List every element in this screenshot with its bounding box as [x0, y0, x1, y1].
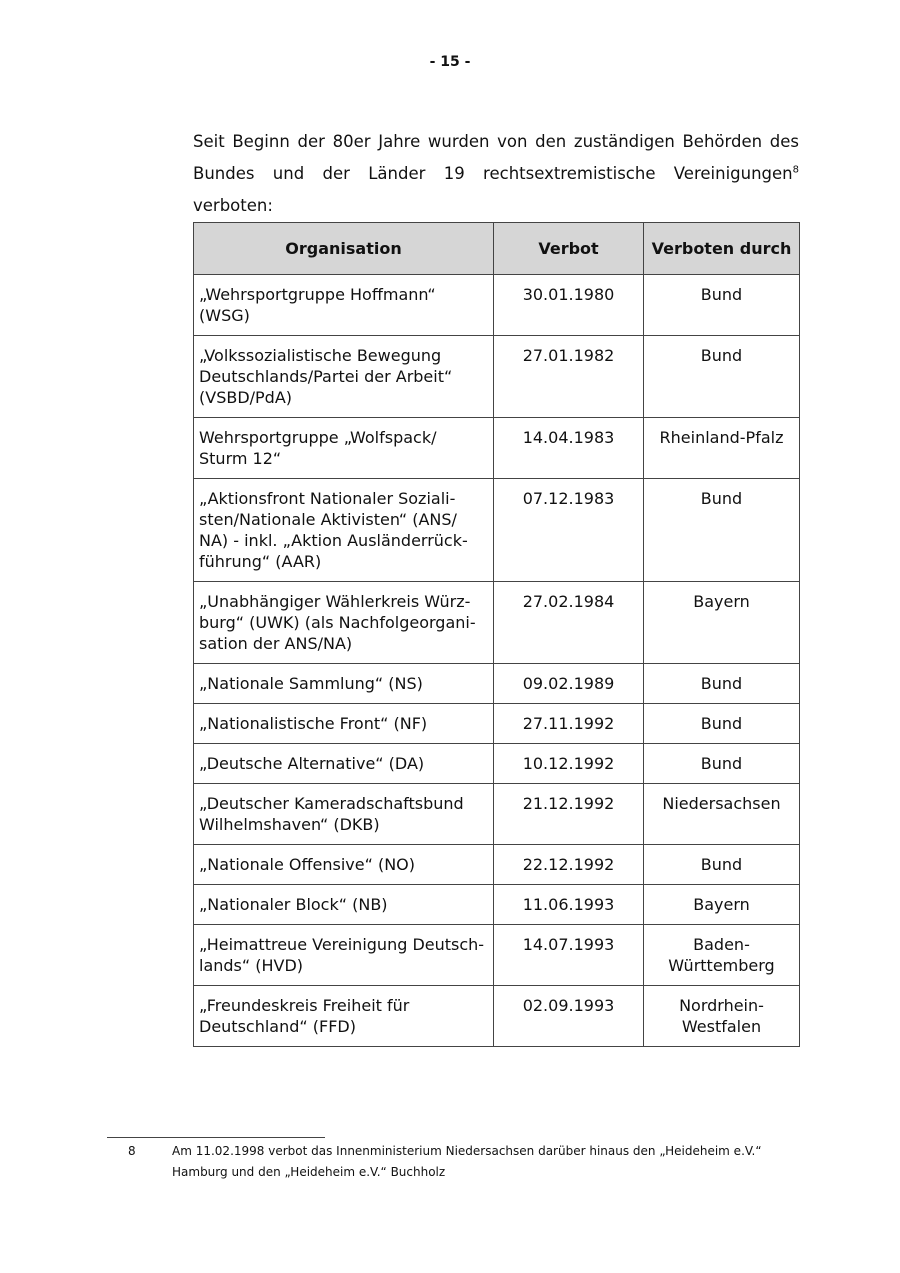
table-row [194, 845, 800, 885]
cell-organisation: Wehrsportgruppe „Wolfspack/ Sturm 12“ [194, 418, 494, 479]
cell-verboten-durch: Nordrhein-Westfalen [644, 986, 800, 1047]
cell-organisation: „Wehrsportgruppe Hoffmann“ (WSG) [194, 275, 494, 336]
cell-verboten-durch: Bund [644, 275, 800, 336]
cell-verbot: 27.01.1982 [494, 336, 644, 418]
table-row [194, 479, 800, 582]
cell-organisation: „Nationale Offensive“ (NO) [194, 845, 494, 885]
cell-verboten-durch: Bund [644, 744, 800, 784]
cell-verboten-durch: Bund [644, 664, 800, 704]
cell-verbot: 09.02.1989 [494, 664, 644, 704]
cell-organisation: „Heimattreue Vereinigung Deutsch-lands“ (HVD) [194, 925, 494, 986]
cell-organisation: „Unabhängiger Wählerkreis Würz-burg“ (UWK) (als Nachfolgeorgani-sation der ANS/NA) [194, 582, 494, 664]
cell-organisation: „Nationale Sammlung“ (NS) [194, 664, 494, 704]
cell-verbot: 22.12.1992 [494, 845, 644, 885]
footnote-text: Am 11.02.1998 verbot das Innenministerium Niedersachsen darüber hinaus den „Heideheim e.V.“ Hamburg und den „Heideheim e.V.“ Buchholz [172, 1144, 762, 1179]
cell-verbot: 14.07.1993 [494, 925, 644, 986]
intro-paragraph [193, 126, 799, 222]
table-row [194, 784, 800, 845]
cell-verbot: 27.02.1984 [494, 582, 644, 664]
footnote-divider [107, 1137, 325, 1138]
intro-text: Seit Beginn der 80er Jahre wurden von den zuständigen Behörden des Bundes und der Länder 19 rechtsextremistische Vereinigungen [193, 132, 799, 183]
cell-organisation: „Deutsche Alternative“ (DA) [194, 744, 494, 784]
table-row [194, 986, 800, 1047]
table-row [194, 418, 800, 479]
table-row [194, 704, 800, 744]
cell-verbot: 11.06.1993 [494, 885, 644, 925]
footnote-number: 8 [128, 1144, 136, 1158]
cell-verboten-durch: Bund [644, 845, 800, 885]
cell-verboten-durch: Bund [644, 479, 800, 582]
cell-verbot: 10.12.1992 [494, 744, 644, 784]
table-row [194, 664, 800, 704]
cell-verboten-durch: Niedersachsen [644, 784, 800, 845]
table-row [194, 925, 800, 986]
cell-verbot: 21.12.1992 [494, 784, 644, 845]
table-row [194, 582, 800, 664]
cell-verboten-durch: Rheinland-Pfalz [644, 418, 800, 479]
table-header-row [194, 223, 800, 275]
header-organisation: Organisation [194, 223, 494, 275]
cell-verbot: 27.11.1992 [494, 704, 644, 744]
page-number: - 15 - [429, 54, 471, 70]
header-verbot: Verbot [494, 223, 644, 275]
cell-organisation: „Nationaler Block“ (NB) [194, 885, 494, 925]
cell-verboten-durch: Baden-Württemberg [644, 925, 800, 986]
cell-verboten-durch: Bund [644, 336, 800, 418]
ban-table [193, 222, 800, 1047]
cell-verbot: 02.09.1993 [494, 986, 644, 1047]
table-row [194, 885, 800, 925]
cell-verboten-durch: Bund [644, 704, 800, 744]
cell-organisation: „Freundeskreis Freiheit für Deutschland“ (FFD) [194, 986, 494, 1047]
intro-text-end: verboten: [193, 196, 273, 215]
cell-verbot: 30.01.1980 [494, 275, 644, 336]
cell-verbot: 14.04.1983 [494, 418, 644, 479]
footnote-reference[interactable]: 8 [792, 164, 799, 176]
cell-organisation: „Aktionsfront Nationaler Soziali-sten/Nationale Aktivisten“ (ANS/ NA) - inkl. „Aktion Ausländerrück-führung“ (AAR) [194, 479, 494, 582]
cell-organisation: „Deutscher Kameradschaftsbund Wilhelmshaven“ (DKB) [194, 784, 494, 845]
cell-verbot: 07.12.1983 [494, 479, 644, 582]
table-row [194, 275, 800, 336]
table-row [194, 744, 800, 784]
cell-verboten-durch: Bayern [644, 582, 800, 664]
cell-verboten-durch: Bayern [644, 885, 800, 925]
cell-organisation: „Volkssozialistische Bewegung Deutschlands/Partei der Arbeit“ (VSBD/PdA) [194, 336, 494, 418]
table-row [194, 336, 800, 418]
cell-organisation: „Nationalistische Front“ (NF) [194, 704, 494, 744]
header-verboten-durch: Verboten durch [644, 223, 800, 275]
